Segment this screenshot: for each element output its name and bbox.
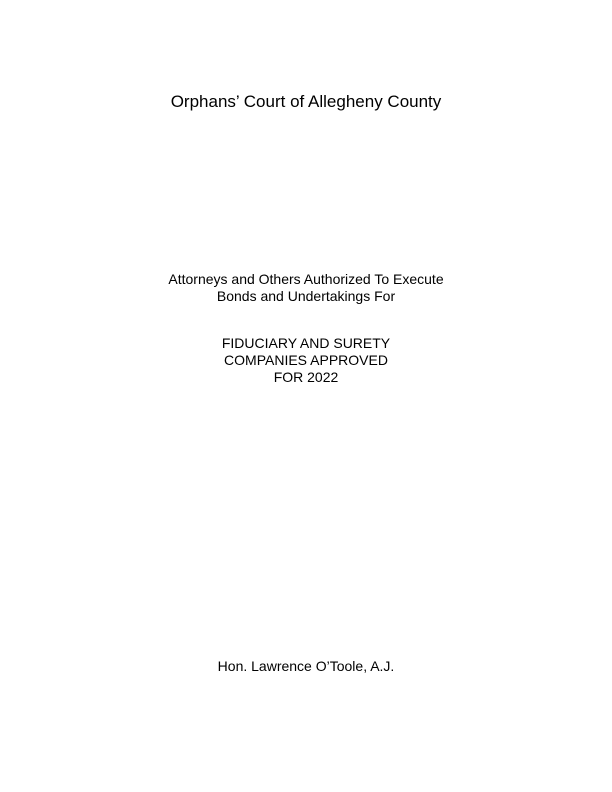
heading-line-2: COMPANIES APPROVED xyxy=(224,352,388,368)
subtitle-line-1: Attorneys and Others Authorized To Execute xyxy=(168,271,444,287)
judge-name: Hon. Lawrence O’Toole, A.J. xyxy=(217,658,395,674)
heading-line-1: FIDUCIARY AND SURETY xyxy=(221,335,391,351)
subtitle-line-2: Bonds and Undertakings For xyxy=(216,288,396,304)
heading-line-3: FOR 2022 xyxy=(273,369,339,385)
court-title: Orphans’ Court of Allegheny County xyxy=(170,92,442,111)
